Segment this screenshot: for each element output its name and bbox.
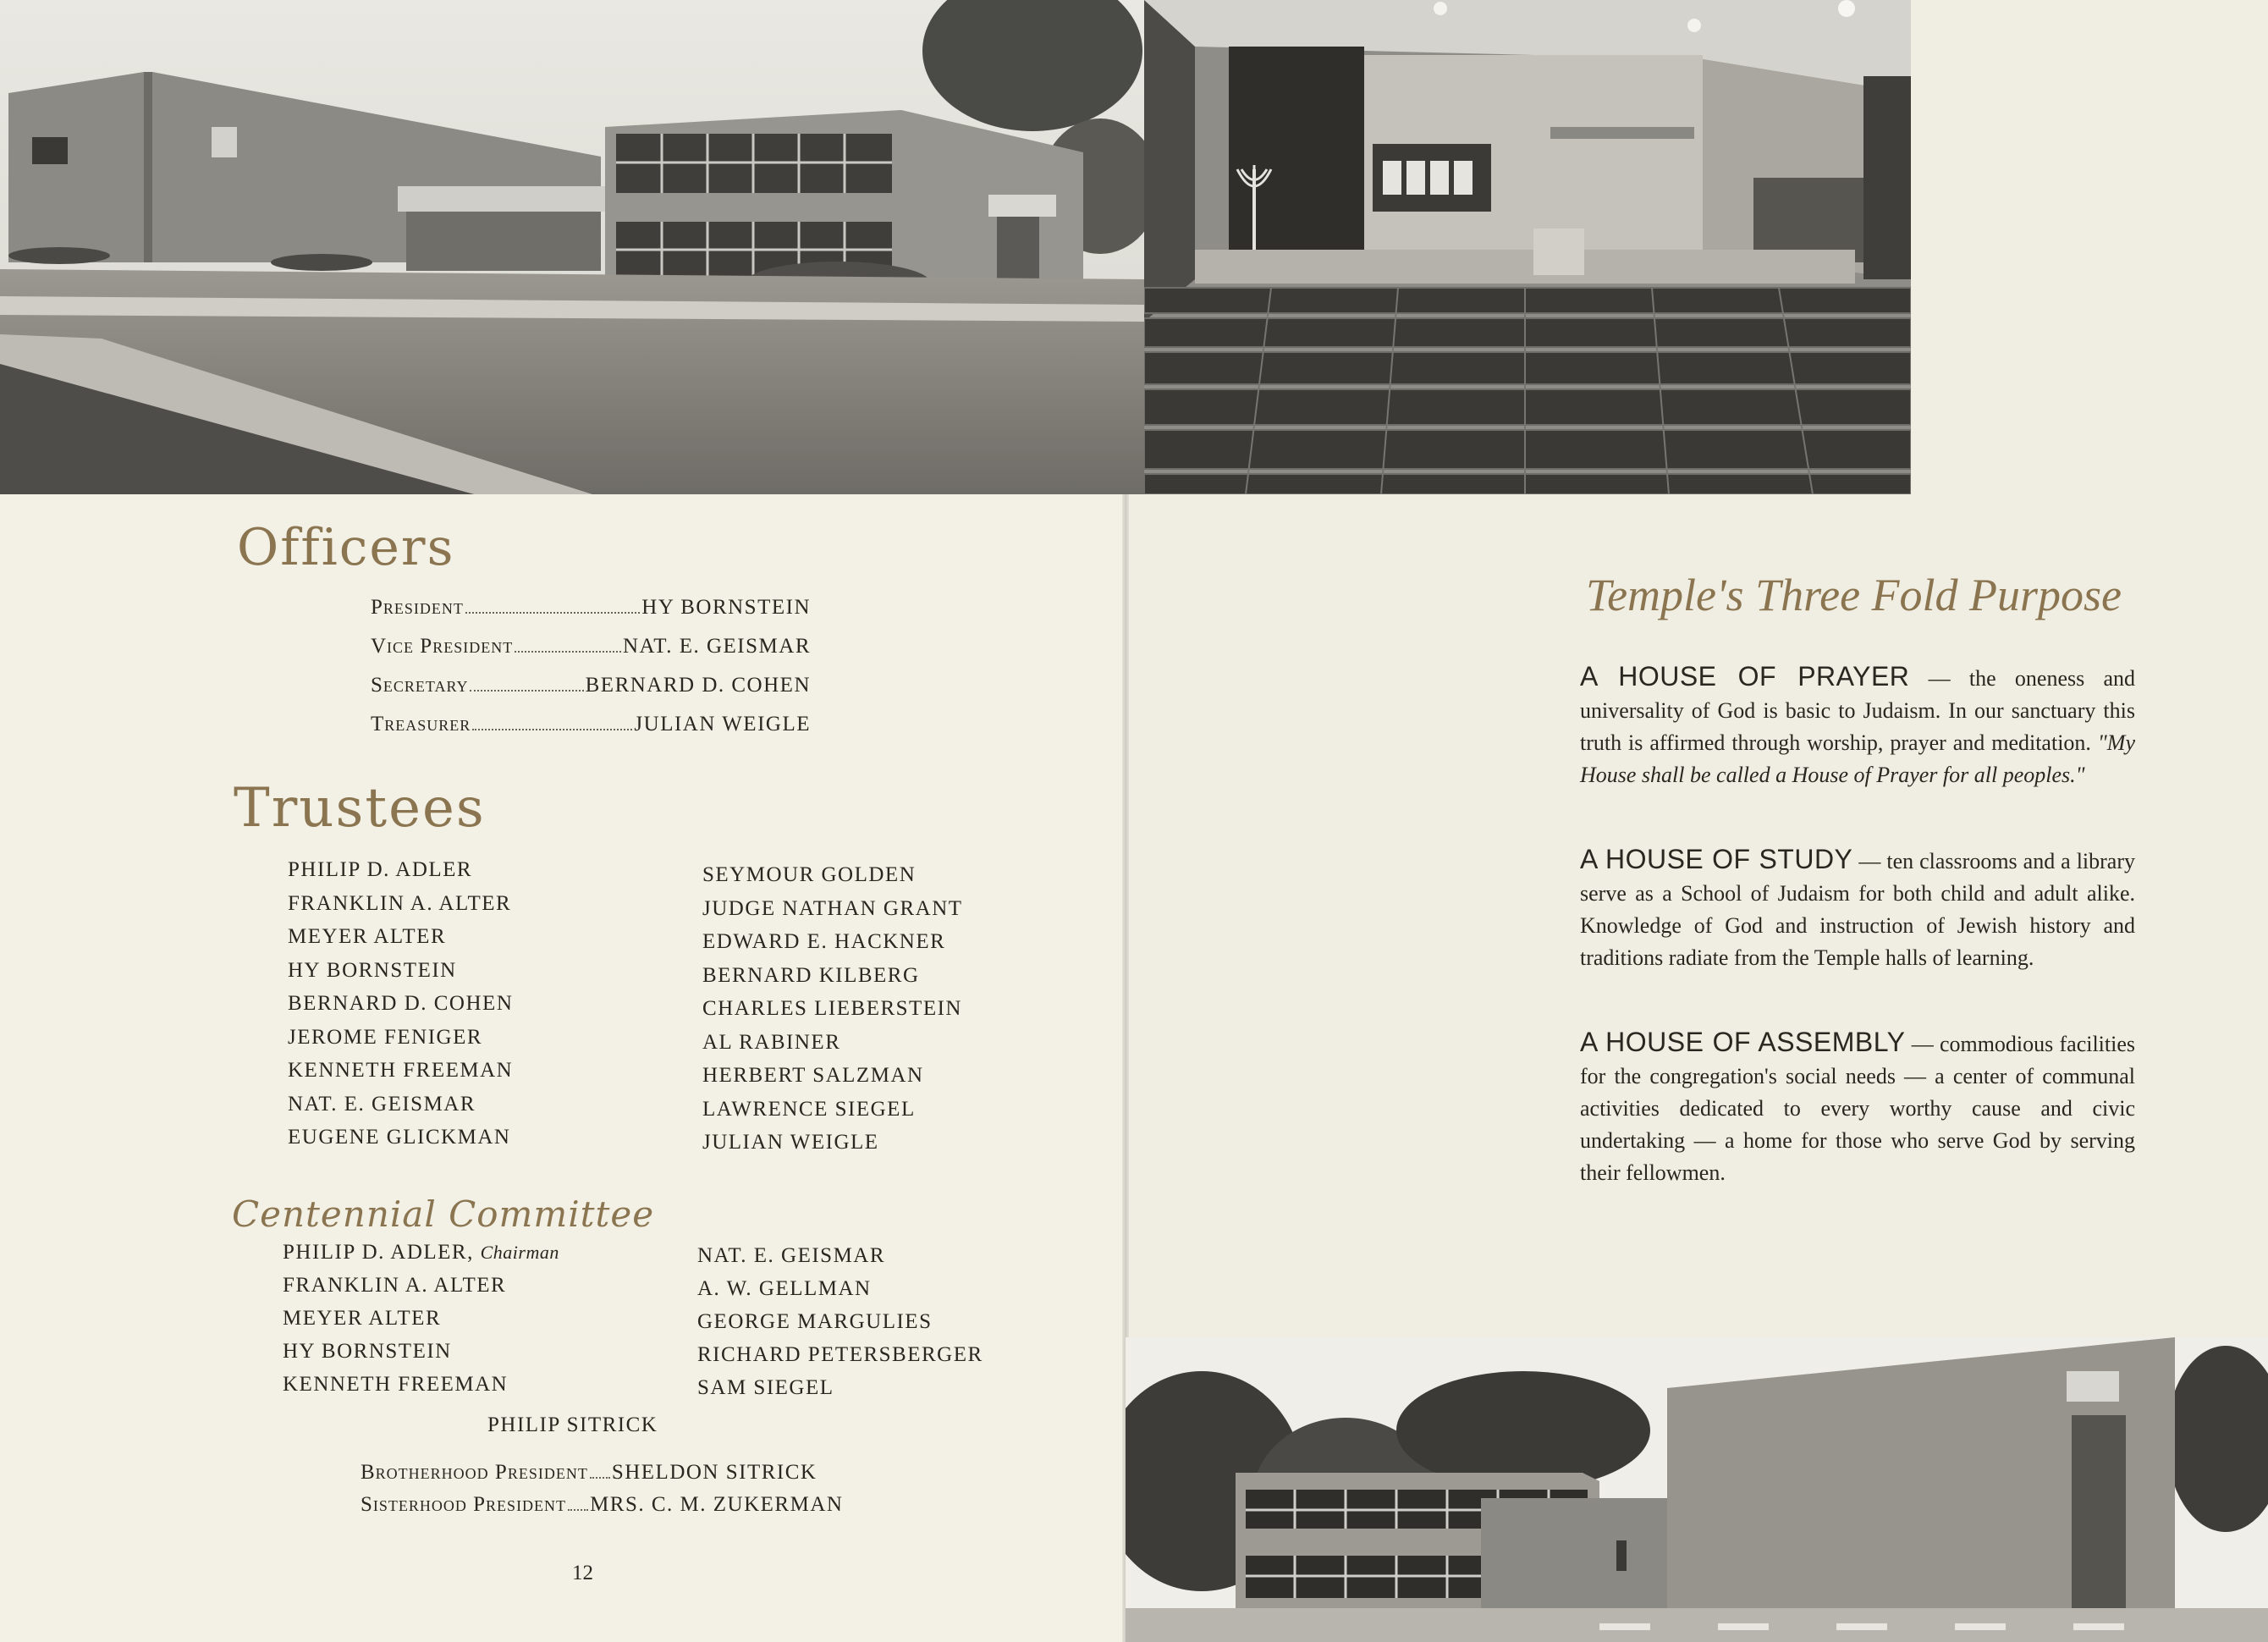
- trustee-name: HERBERT SALZMAN: [702, 1064, 924, 1087]
- leader-dots: [568, 1509, 588, 1511]
- trustee-name: EUGENE GLICKMAN: [288, 1126, 511, 1149]
- assembly-lead: A HOUSE OF ASSEMBLY: [1580, 1027, 1906, 1057]
- committee-name: HY BORNSTEIN: [283, 1340, 452, 1363]
- trustee-name: BERNARD KILBERG: [702, 963, 920, 987]
- prayer-text: — the oneness and universality of God is basic to Judaism. In our sanctuary this truth is affirmed through worship, prayer and meditation.: [1580, 666, 2135, 755]
- auxiliary-row: [361, 1493, 902, 1525]
- trustee-name: AL RABINER: [702, 1030, 841, 1054]
- officer-role: Vice President: [371, 635, 514, 658]
- trustee-name: FRANKLIN A. ALTER: [288, 891, 512, 915]
- trustee-name: LAWRENCE SIEGEL: [702, 1097, 916, 1121]
- prayer-paragraph: [1580, 660, 2135, 791]
- officer-name: NAT. E. GEISMAR: [622, 635, 811, 658]
- committee-name: PHILIP SITRICK: [487, 1413, 658, 1436]
- officer-role: Secretary: [371, 674, 469, 697]
- study-text: — ten classrooms and a library serve as a School of Judaism for both child and adult alike. Knowledge of God and instruction of Jewish history and traditions radiate from the Temple halls of learning.: [1580, 849, 2136, 970]
- trustee-name: JULIAN WEIGLE: [702, 1131, 879, 1154]
- trustee-name: SEYMOUR GOLDEN: [702, 863, 917, 886]
- leader-dots: [472, 729, 632, 730]
- committee-name: MEYER ALTER: [283, 1307, 442, 1330]
- temple-building-photo: [1126, 1337, 2268, 1642]
- trustee-name: EDWARD E. HACKNER: [702, 930, 946, 953]
- auxiliary-name: SHELDON SITRICK: [611, 1461, 817, 1484]
- officers-list: [371, 596, 811, 752]
- officer-name: BERNARD D. COHEN: [585, 674, 811, 697]
- officer-row: [371, 596, 811, 635]
- leader-dots: [470, 690, 583, 692]
- committee-name: RICHARD PETERSBERGER: [697, 1343, 983, 1366]
- officer-role: Treasurer: [371, 713, 471, 736]
- leader-dots: [590, 1477, 610, 1479]
- centennial-right-column: [697, 1244, 983, 1409]
- trustees-heading: Trustees: [234, 777, 486, 840]
- officer-name: JULIAN WEIGLE: [634, 713, 811, 736]
- auxiliary-presidents: [361, 1461, 902, 1525]
- temple-exterior-photo: [0, 0, 1144, 494]
- trustee-name: HY BORNSTEIN: [288, 958, 457, 982]
- trustee-name: NAT. E. GEISMAR: [288, 1092, 476, 1116]
- officers-heading: Officers: [237, 518, 455, 577]
- centennial-heading: Centennial Committee: [232, 1193, 655, 1235]
- leader-dots: [465, 612, 640, 614]
- study-lead: A HOUSE OF STUDY: [1580, 844, 1853, 874]
- auxiliary-name: MRS. C. M. ZUKERMAN: [590, 1493, 844, 1516]
- centennial-left-column: [283, 1241, 559, 1406]
- trustee-name: MEYER ALTER: [288, 925, 447, 948]
- committee-name: GEORGE MARGULIES: [697, 1310, 933, 1333]
- prayer-quote: "My House shall be called a House of Prayer for all peoples.": [1580, 730, 2135, 787]
- assembly-text: — commodious facilities for the congregation's social needs — a center of communal activities dedicated to every worthy cause and civic undertaking — a home for those who serve God by serving their fellowmen.: [1580, 1032, 2136, 1185]
- committee-name: FRANKLIN A. ALTER: [283, 1274, 507, 1297]
- trustee-name: PHILIP D. ADLER: [288, 858, 473, 881]
- officer-role: President: [371, 596, 464, 619]
- trustee-name: JEROME FENIGER: [288, 1025, 483, 1049]
- trustee-name: KENNETH FREEMAN: [288, 1059, 514, 1082]
- committee-name: SAM SIEGEL: [697, 1376, 834, 1399]
- officer-row: [371, 674, 811, 713]
- auxiliary-row: [361, 1461, 902, 1493]
- study-paragraph: [1580, 843, 2135, 974]
- purpose-heading: Temple's Three Fold Purpose: [1586, 570, 2122, 620]
- trustee-name: JUDGE NATHAN GRANT: [702, 896, 963, 920]
- committee-chair-name: PHILIP D. ADLER,: [283, 1241, 474, 1264]
- officer-row: [371, 635, 811, 674]
- officer-row: [371, 713, 811, 752]
- sanctuary-interior-photo: [1144, 0, 1911, 494]
- committee-chair: [283, 1241, 559, 1274]
- auxiliary-role: Sisterhood President: [361, 1493, 567, 1516]
- auxiliary-role: Brotherhood President: [361, 1461, 588, 1484]
- committee-name: NAT. E. GEISMAR: [697, 1244, 886, 1267]
- chairman-note: Chairman: [480, 1242, 559, 1263]
- page-number: 12: [572, 1562, 593, 1584]
- trustee-name: BERNARD D. COHEN: [288, 992, 514, 1015]
- committee-name: A. W. GELLMAN: [697, 1277, 872, 1300]
- officer-name: HY BORNSTEIN: [641, 596, 811, 619]
- assembly-paragraph: [1580, 1026, 2135, 1189]
- trustees-left-column: [288, 858, 513, 1160]
- leader-dots: [515, 651, 621, 653]
- prayer-lead: A HOUSE OF PRAYER: [1580, 661, 1910, 692]
- trustee-name: CHARLES LIEBERSTEIN: [702, 997, 962, 1020]
- committee-name: KENNETH FREEMAN: [283, 1373, 509, 1396]
- trustees-right-column: [702, 863, 963, 1165]
